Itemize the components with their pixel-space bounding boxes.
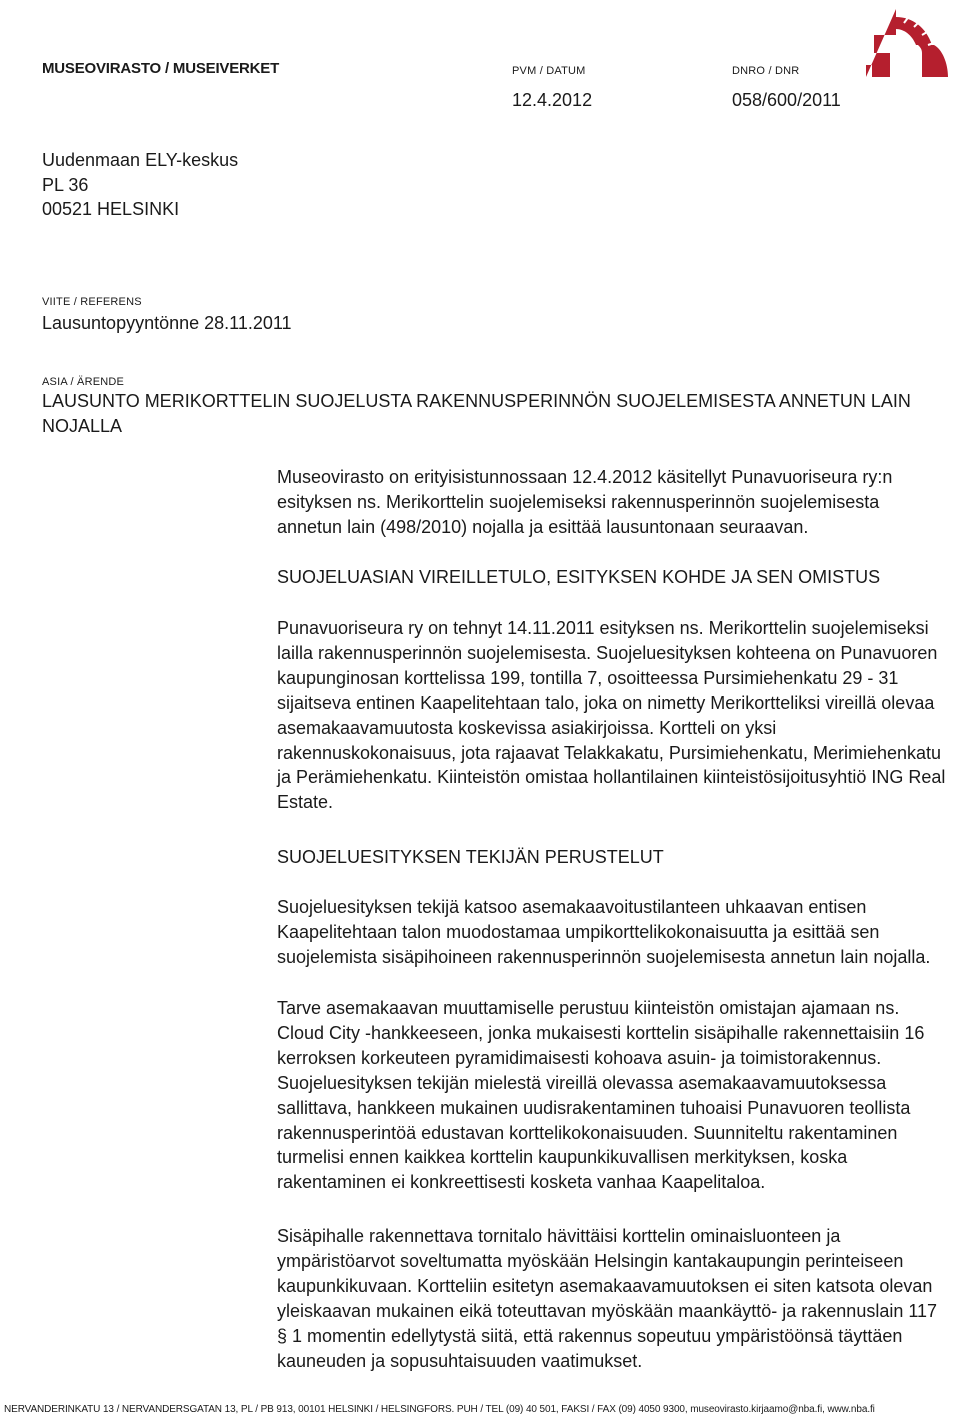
reference-label: VIITE / REFERENS xyxy=(42,296,142,308)
dnro-label: DNRO / DNR xyxy=(732,65,800,77)
recipient-po-box: PL 36 xyxy=(42,174,89,195)
subject-title: LAUSUNTO MERIKORTTELIN SUOJELUSTA RAKENNUSPERINNÖN SUOJELEMISESTA ANNETUN LAIN NOJALLA xyxy=(42,391,911,436)
paragraph-initiation: Punavuoriseura ry on tehnyt 14.11.2011 esityksen ns. Merikorttelin suojelemiseksi lailla rakennusperinnön suojelemisesta. Suojeluesityksen kohteena on Punavuoren kaupunginosan korttelissa 199, tontilla 7, osoitteessa Pursimiehenkatu 29 - 31 sijaitseva entinen Kaapelitehtaan talo, joka on nimetty Merikortteliksi vireillä olevaa asemakaavamuutosta koskevissa asiakirjoissa. Kortteli on yksi rakennuskokonaisuus, jota rajaavat Telakkakatu, Pursimiehenkatu, Merimiehenkatu ja Perämiehenkatu. Kiinteistön omistaa hollantilainen kiinteistösijoitusyhtiö ING Real Estate. xyxy=(277,618,946,813)
footer-contact-info: NERVANDERINKATU 13 / NERVANDERSGATAN 13, PL / PB 913, 00101 HELSINKI / HELSINGFORS. PUH / TEL (09) 40 501, FAKSI / FAX (09) 4050 9300, museovirasto.kirjaamo@nba.fi, www.nba.fi xyxy=(4,1404,875,1415)
paragraph-justification-3: Sisäpihalle rakennettava tornitalo hävittäisi korttelin ominaisluonteen ja ympäristöarvot soveltumatta myöskään Helsingin kantakaupungin perinteiseen kaupunkikuvaan. Kortteliin esitetyn asemakaavamuutoksen ei siten katsota olevan yleiskaavan mukainen eikä toteuttavan myöskään maankäyttö- ja rakennuslain 117 § 1 momentin edellytystä siitä, että rakennus sopeutuu ympäristöönsä täyttäen kauneuden ja sopusuhtaisuuden vaatimukset. xyxy=(277,1226,938,1371)
paragraph-justification-1: Suojeluesityksen tekijä katsoo asemakaavoitustilanteen uhkaavan entisen Kaapelitehtaan talon muodostamaa umpikorttelikokonaisuutta ja esittää sen suojelemista sisäpihoineen rakennusperinnön suojelemisesta annetun lain nojalla. xyxy=(277,897,931,967)
recipient-postal-code: 00521 HELSINKI xyxy=(42,199,180,219)
organization-name: MUSEOVIRASTO / MUSEIVERKET xyxy=(42,60,280,77)
reference-value: Lausuntopyyntönne 28.11.2011 xyxy=(42,313,292,333)
section-heading-initiation: SUOJELUASIAN VIREILLETULO, ESITYKSEN KOHDE JA SEN OMISTUS xyxy=(277,567,881,587)
intro-paragraph: Museovirasto on erityisistunnossaan 12.4.2012 käsitellyt Punavuoriseura ry:n esityksen ns. Merikorttelin suojelemiseksi rakennusperinnön suojelemisesta annetun lain (498/2010) nojalla ja esittää lausuntonaan seuraavan. xyxy=(277,467,893,537)
recipient-name: Uudenmaan ELY-keskus xyxy=(42,150,239,170)
subject-label: ASIA / ÄRENDE xyxy=(42,376,125,388)
recipient-address xyxy=(42,148,238,222)
section-heading-justification: SUOJELUESITYKSEN TEKIJÄN PERUSTELUT xyxy=(277,847,664,867)
arch-logo-icon xyxy=(866,5,952,77)
date-label: PVM / DATUM xyxy=(512,65,586,77)
date-value: 12.4.2012 xyxy=(512,90,593,110)
paragraph-justification-2: Tarve asemakaavan muuttamiselle perustuu kiinteistön omistajan ajamaan ns. Cloud City -hankkeeseen, jonka mukaisesti korttelin sisäpihalle rakennettaisiin 16 kerroksen korkeuteen pyramidimaisesti kohoava asuin- ja toimistorakennus. Suojeluesityksen tekijän mielestä vireillä olevassa asemakaavamuutoksessa sallittava, hankkeen mukainen uudisrakentaminen tuhoaisi Punavuoren teollista rakennusperintöä edustavan korttelikokonaisuuden. Suunniteltu rakentaminen turmelisi ennen kaikkea korttelin kaupunkikuvallisen merkityksen, koska rakentaminen ei konkreettisesti kosketa vanhaa Kaapelitaloa. xyxy=(277,998,925,1193)
dnro-value: 058/600/2011 xyxy=(732,90,841,110)
